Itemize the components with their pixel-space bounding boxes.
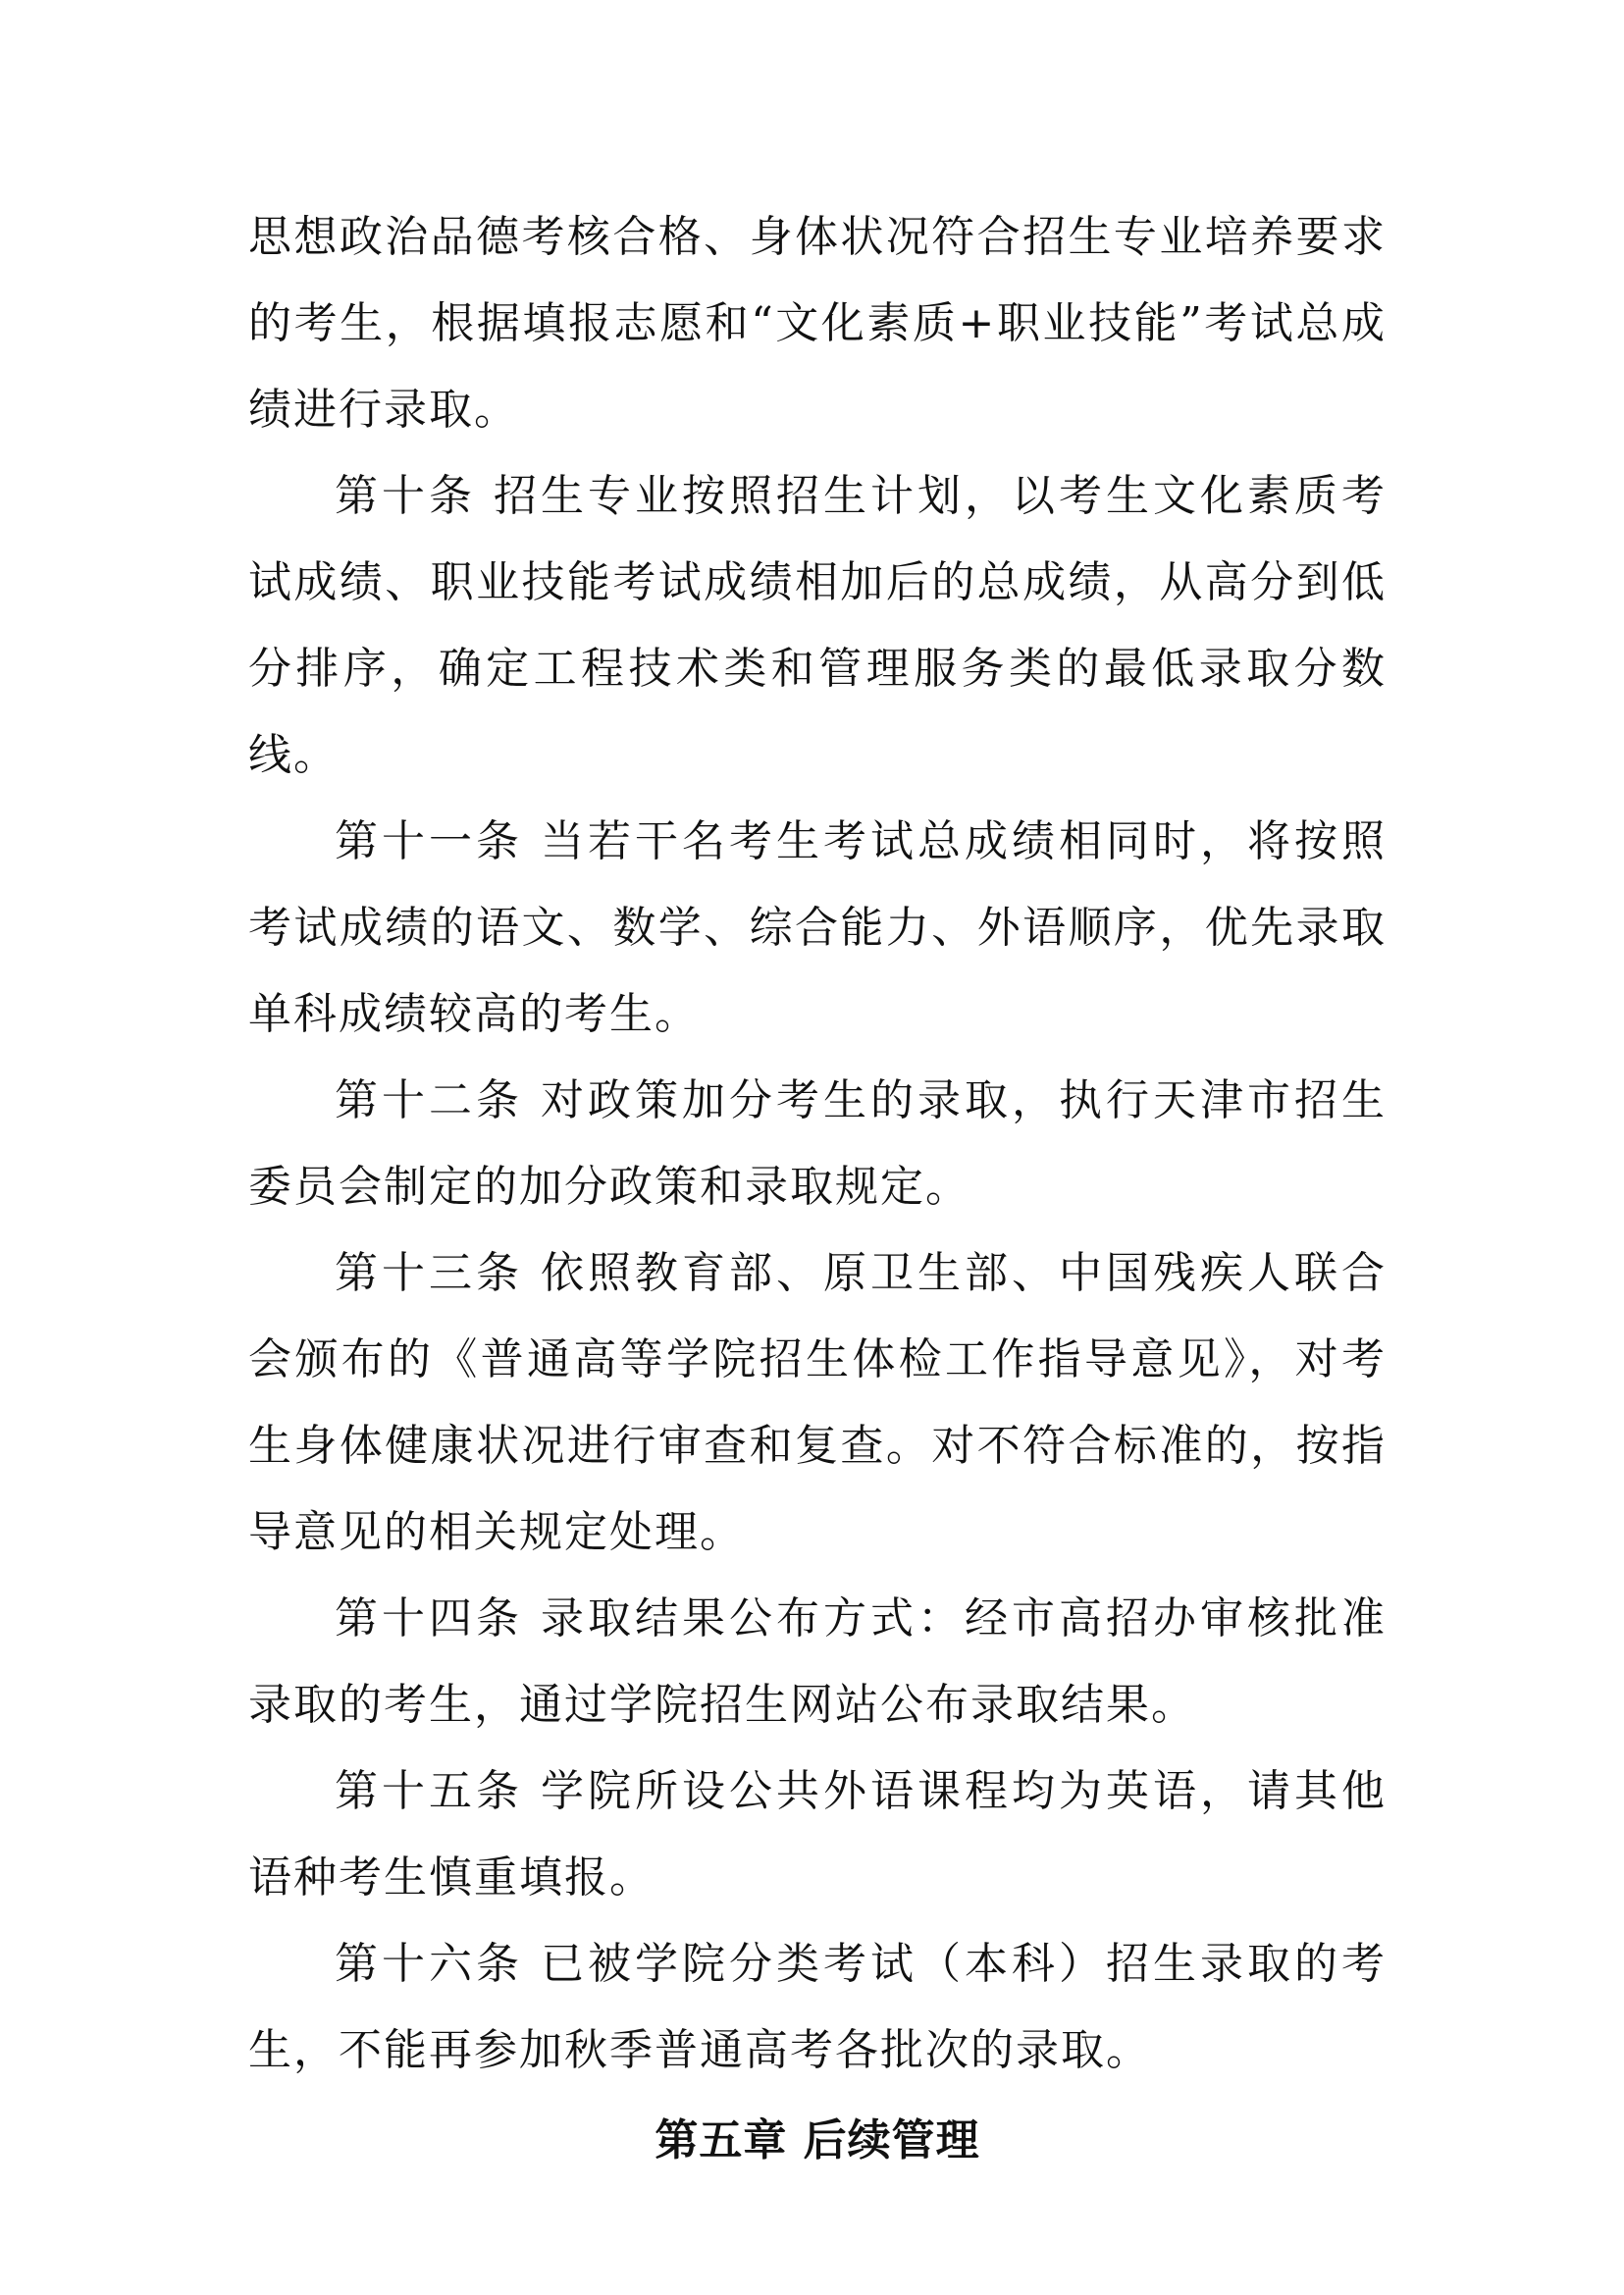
article-15: 第十五条 学院所设公共外语课程均为英语，请其他语种考生慎重填报。 xyxy=(248,1766,1387,1903)
document-body xyxy=(248,194,1387,2184)
article-16: 第十六条 已被学院分类考试（本科）招生录取的考生，不能再参加秋季普通高考各批次的录取。 xyxy=(248,1939,1387,2075)
article-12: 第十二条 对政策加分考生的录取，执行天津市招生委员会制定的加分政策和录取规定。 xyxy=(248,1075,1387,1212)
article-10: 第十条 招生专业按照招生计划，以考生文化素质考试成绩、职业技能考试成绩相加后的总成绩，从高分到低分排序，确定工程技术类和管理服务类的最低录取分数线。 xyxy=(248,471,1387,780)
paragraph-continuation: 思想政治品德考核合格、身体状况符合招生专业培养要求的考生，根据填报志愿和“文化素质+职业技能”考试总成绩进行录取。 xyxy=(248,212,1387,435)
chapter-heading: 第五章 后续管理 xyxy=(655,2115,980,2165)
article-14: 第十四条 录取结果公布方式：经市高招办审核批准录取的考生，通过学院招生网站公布录取结果。 xyxy=(248,1593,1387,1730)
article-13: 第十三条 依照教育部、原卫生部、中国残疾人联合会颁布的《普通高等学院招生体检工作指导意见》，对考生身体健康状况进行审查和复查。对不符合标准的，按指导意见的相关规定处理。 xyxy=(248,1248,1387,1557)
article-11: 第十一条 当若干名考生考试总成绩相同时，将按照考试成绩的语文、数学、综合能力、外语顺序，优先录取单科成绩较高的考生。 xyxy=(248,816,1387,1039)
